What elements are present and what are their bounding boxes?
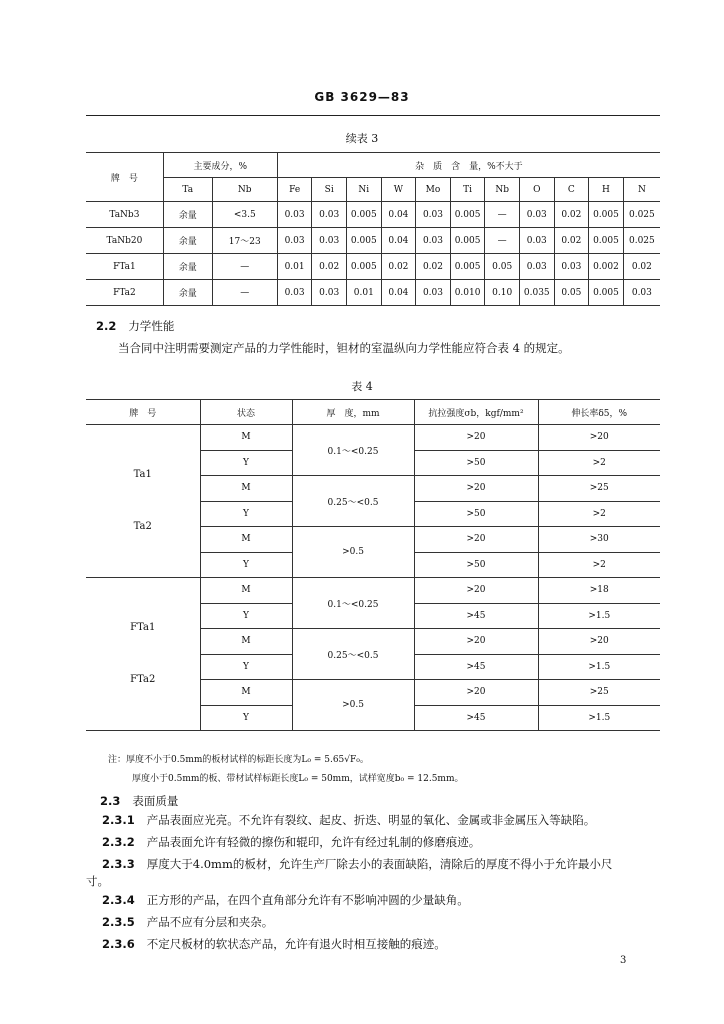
table4-elongation-cell: >30	[538, 527, 660, 553]
item-number: 2.3.1	[102, 813, 135, 827]
table4-state-cell: M	[200, 629, 292, 655]
table4-row	[86, 425, 660, 451]
table4-head-strength: 抗拉强度σb，kgf/mm²	[414, 400, 538, 425]
table3	[86, 152, 660, 306]
table3-cell: 17～23	[212, 228, 277, 254]
item-number: 2.3.2	[102, 835, 135, 849]
page-number: 3	[620, 955, 627, 966]
table3-col-head: N	[623, 178, 660, 202]
table4-thickness-cell: 0.1～<0.25	[292, 578, 414, 629]
table4-state-cell: M	[200, 680, 292, 706]
section-2-3-heading	[100, 793, 178, 809]
table4-elongation-cell: >25	[538, 476, 660, 502]
table3-cell: 0.03	[312, 280, 347, 306]
table3-cell: 0.03	[519, 228, 554, 254]
table4-state-cell: M	[200, 476, 292, 502]
table3-cell: —	[485, 202, 520, 228]
item-number: 2.3.3	[102, 857, 135, 871]
section-2-3-item	[102, 856, 612, 872]
table4-thickness-cell: 0.25～<0.5	[292, 476, 414, 527]
table3-cell: 0.03	[416, 202, 451, 228]
table3-caption: 续表 3	[345, 132, 379, 145]
item-number: 2.3.5	[102, 915, 135, 929]
table3-cell: 0.005	[589, 280, 624, 306]
table3-cell: 0.005	[347, 254, 382, 280]
table3-cell: 0.02	[554, 202, 589, 228]
table3-cell: 0.035	[519, 280, 554, 306]
table4-state-cell: Y	[200, 603, 292, 629]
table3-cell: 0.010	[450, 280, 485, 306]
table4-strength-cell: >45	[414, 654, 538, 680]
table4-elongation-cell: >20	[538, 425, 660, 451]
table3-col-head: O	[519, 178, 554, 202]
section-2-2-title: 力学性能	[128, 319, 175, 333]
table3-cell: 0.025	[623, 228, 660, 254]
table4-strength-cell: >20	[414, 527, 538, 553]
table3-grade-cell: FTa1	[86, 254, 163, 280]
table3-cell: 0.02	[381, 254, 416, 280]
table3-cell: —	[212, 254, 277, 280]
table4-state-cell: Y	[200, 450, 292, 476]
table4-elongation-cell: >25	[538, 680, 660, 706]
table4-caption: 表 4	[351, 380, 373, 393]
table3-cell: 0.025	[623, 202, 660, 228]
table3-col-head: W	[381, 178, 416, 202]
table3-cell: 0.04	[381, 202, 416, 228]
table3-cell: 0.05	[554, 280, 589, 306]
table4-head-thickness: 厚 度，mm	[292, 400, 414, 425]
table4-thickness-cell: 0.1～<0.25	[292, 425, 414, 476]
section-2-3-title: 表面质量	[132, 794, 179, 808]
section-2-3-item	[102, 936, 446, 952]
section-2-3-item	[102, 892, 469, 908]
table3-cell: 0.005	[589, 228, 624, 254]
table4-strength-cell: >20	[414, 629, 538, 655]
table3-cell: —	[212, 280, 277, 306]
table4-state-cell: Y	[200, 552, 292, 578]
table3-cell: 0.04	[381, 280, 416, 306]
section-2-3-item	[102, 812, 595, 828]
table3-cell: 0.03	[554, 254, 589, 280]
table4-elongation-cell: >18	[538, 578, 660, 604]
table4-strength-cell: >45	[414, 705, 538, 731]
table4-row	[86, 578, 660, 604]
table4-thickness-cell: >0.5	[292, 527, 414, 578]
table3-head-grade: 牌 号	[86, 153, 163, 202]
table4-state-cell: Y	[200, 501, 292, 527]
table3-cell: —	[485, 228, 520, 254]
table3-row	[86, 254, 660, 280]
table3-col-head: Nb	[485, 178, 520, 202]
table3-cell: 0.05	[485, 254, 520, 280]
table3-cell: 0.03	[416, 280, 451, 306]
table3-head-main: 主要成分，%	[163, 153, 277, 178]
item-number: 2.3.4	[102, 893, 135, 907]
table4-elongation-cell: >2	[538, 552, 660, 578]
table4-strength-cell: >20	[414, 578, 538, 604]
table4-strength-cell: >20	[414, 425, 538, 451]
table3-cell: 余量	[163, 228, 212, 254]
table3-col-head: Ti	[450, 178, 485, 202]
section-2-2-body: 当合同中注明需要测定产品的力学性能时，钽材的室温纵向力学性能应符合表 4 的规定。	[118, 341, 570, 355]
item-text: 正方形的产品，在四个直角部分允许有不影响冲圆的少量缺角。	[146, 893, 469, 907]
section-2-3-item	[102, 914, 273, 930]
table4-grade-label: FTa1	[130, 622, 156, 633]
section-2-3-number: 2.3	[100, 794, 121, 808]
table3-cell: 0.005	[589, 202, 624, 228]
table4-grade-label: FTa2	[130, 674, 156, 685]
table3-grade-cell: TaNb20	[86, 228, 163, 254]
table3-cell: 余量	[163, 254, 212, 280]
table3-cell: 0.005	[450, 254, 485, 280]
table3-col-head: Fe	[277, 178, 312, 202]
table4-strength-cell: >50	[414, 501, 538, 527]
table3-col-head: Mo	[416, 178, 451, 202]
table4-elongation-cell: >1.5	[538, 603, 660, 629]
table3-cell: 余量	[163, 280, 212, 306]
item-text: 不定尺板材的软状态产品，允许有退火时相互接触的痕迹。	[146, 937, 446, 951]
table3-cell: 0.03	[312, 228, 347, 254]
table3-cell: 0.03	[623, 280, 660, 306]
table3-col-head: Ni	[347, 178, 382, 202]
table4-strength-cell: >50	[414, 450, 538, 476]
table3-cell: 0.10	[485, 280, 520, 306]
table3-cell: 余量	[163, 202, 212, 228]
table4-head-elongation: 伸长率δ5，%	[538, 400, 660, 425]
table3-cell: 0.03	[519, 254, 554, 280]
item-text: 产品不应有分层和夹杂。	[146, 915, 274, 929]
table3-cell: 0.03	[312, 202, 347, 228]
table4-thickness-cell: >0.5	[292, 680, 414, 731]
table4-strength-cell: >20	[414, 476, 538, 502]
table3-col-head: H	[589, 178, 624, 202]
table3-cell: 0.03	[519, 202, 554, 228]
table4-strength-cell: >20	[414, 680, 538, 706]
item-number: 2.3.6	[102, 937, 135, 951]
table4-thickness-cell: 0.25～<0.5	[292, 629, 414, 680]
table3-row	[86, 228, 660, 254]
table4-elongation-cell: >2	[538, 450, 660, 476]
table3-cell: 0.03	[277, 202, 312, 228]
table4-elongation-cell: >1.5	[538, 705, 660, 731]
table3-col-head: C	[554, 178, 589, 202]
section-2-3-item	[102, 834, 480, 850]
table3-cell: 0.005	[347, 202, 382, 228]
table3-cell: 0.005	[450, 202, 485, 228]
table3-col-head: Nb	[212, 178, 277, 202]
table4-elongation-cell: >20	[538, 629, 660, 655]
table3-grade-cell: FTa2	[86, 280, 163, 306]
table3-cell: 0.02	[312, 254, 347, 280]
table3-row	[86, 202, 660, 228]
table4-elongation-cell: >2	[538, 501, 660, 527]
table4	[86, 399, 660, 731]
table4-grade-label: Ta2	[133, 521, 152, 532]
table4-head-state: 状态	[200, 400, 292, 425]
table3-cell: 0.02	[416, 254, 451, 280]
table3-head-impurity: 杂 质 含 量，%不大于	[277, 153, 660, 178]
table4-state-cell: M	[200, 578, 292, 604]
table4-note-1: 注：厚度不小于0.5mm的板材试样的标距长度为L₀ = 5.65√F₀。	[108, 755, 369, 765]
table4-note-2: 厚度小于0.5mm的板、带材试样标距长度L₀ = 50mm，试样宽度b₀ = 12.5mm。	[132, 774, 464, 784]
table3-grade-cell: TaNb3	[86, 202, 163, 228]
table4-body	[86, 425, 660, 731]
table4-grade-group	[86, 425, 200, 578]
table4-grade-label: Ta1	[133, 469, 152, 480]
item-text-continuation: 寸。	[86, 874, 109, 888]
table3-cell: 0.01	[347, 280, 382, 306]
table4-elongation-cell: >1.5	[538, 654, 660, 680]
table3-cell: 0.002	[589, 254, 624, 280]
table3-col-head: Si	[312, 178, 347, 202]
item-text: 产品表面应光亮。不允许有裂纹、起皮、折迭、明显的氧化、金属或非金属压入等缺陷。	[146, 813, 596, 827]
table3-row	[86, 280, 660, 306]
table3-cell: <3.5	[212, 202, 277, 228]
table3-cell: 0.005	[450, 228, 485, 254]
table3-col-head: Ta	[163, 178, 212, 202]
item-text: 厚度大于4.0mm的板材，允许生产厂除去小的表面缺陷，清除后的厚度不得小于允许最小尺	[146, 857, 613, 871]
table3-cell: 0.03	[277, 228, 312, 254]
table4-state-cell: Y	[200, 705, 292, 731]
table4-strength-cell: >50	[414, 552, 538, 578]
section-2-2-number: 2.2	[96, 319, 117, 333]
table4-strength-cell: >45	[414, 603, 538, 629]
table4-head-grade: 牌 号	[86, 400, 200, 425]
table3-body	[86, 202, 660, 306]
table4-state-cell: Y	[200, 654, 292, 680]
table3-cell: 0.005	[347, 228, 382, 254]
table4-grade-group	[86, 578, 200, 731]
header-rule	[86, 115, 660, 116]
standard-header: GB 3629—83	[314, 90, 410, 104]
table3-cell: 0.03	[416, 228, 451, 254]
table3-cell: 0.01	[277, 254, 312, 280]
table4-state-cell: M	[200, 527, 292, 553]
table4-state-cell: M	[200, 425, 292, 451]
table3-cell: 0.04	[381, 228, 416, 254]
table3-cell: 0.03	[277, 280, 312, 306]
section-2-2-heading	[96, 318, 174, 334]
table3-cell: 0.02	[554, 228, 589, 254]
item-text: 产品表面允许有轻微的擦伤和辊印，允许有经过轧制的修磨痕迹。	[146, 835, 481, 849]
table3-cell: 0.02	[623, 254, 660, 280]
